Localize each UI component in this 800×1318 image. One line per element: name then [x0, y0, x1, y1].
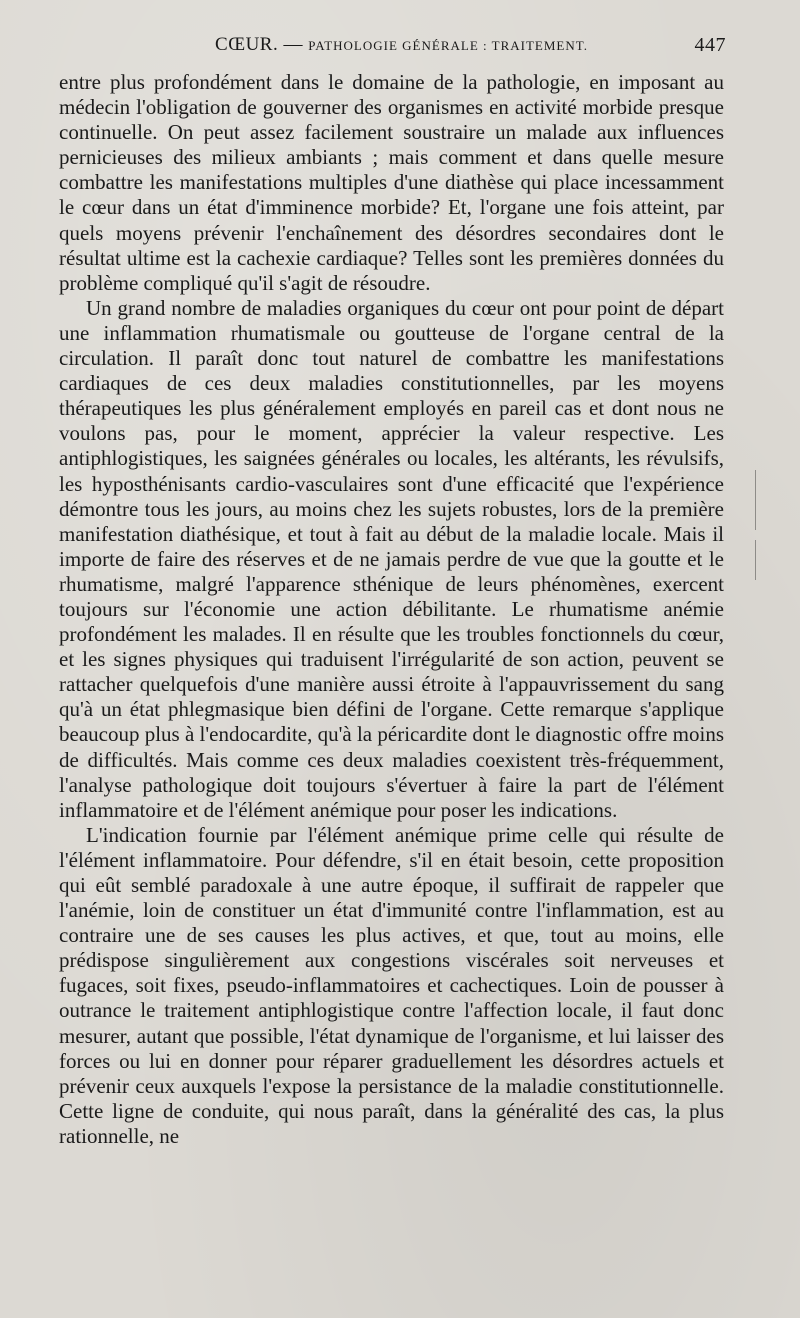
body-text: [59, 70, 724, 1149]
running-head-subtitle: PATHOLOGIE GÉNÉRALE : TRAITEMENT.: [308, 38, 588, 53]
running-head-title: [215, 34, 588, 56]
paragraph-3: L'indication fournie par l'élément anémique prime celle qui résulte de l'élément inflammatoire. Pour défendre, s'il en était besoin, cette proposition qui eût semblé paradoxale à une autre époque, il suffirait de rappeler que l'anémie, loin de constituer un état d'immunité contre l'inflammation, est au contraire une de ses causes les plus actives, et que, tout au moins, elle prédispose singulièrement aux congestions viscérales soit nerveuses et fugaces, soit fixes, pseudo-inflammatoires et cachectiques. Loin de pousser à outrance le traitement antiphlogistique contre l'affection locale, il faut donc mesurer, autant que possible, l'état dynamique de l'organisme, et lui laisser des forces ou lui en donner pour réparer graduellement les désordres actuels et prévenir ceux auxquels l'expose la persistance de la maladie constitutionnelle. Cette ligne de conduite, qui nous paraît, dans la généralité des cas, la plus rationnelle, ne: [59, 822, 724, 1148]
page-number: 447: [694, 34, 726, 56]
paragraph-2: Un grand nombre de maladies organiques du cœur ont pour point de départ une inflammation rhumatismale ou goutteuse de l'organe central de la circulation. Il paraît donc tout naturel de combattre les manifestations cardiaques de ces deux maladies constitutionnelles, par les moyens thérapeutiques les plus généralement employés en pareil cas et dont nous ne voulons pas, pour le moment, apprécier la valeur respective. Les antiphlogistiques, les saignées générales ou locales, les altérants, les révulsifs, les hyposthénisants cardio-vasculaires sont d'une efficacité que l'expérience démontre tous les jours, au moins chez les sujets robustes, lors de la première manifestation diathésique, et tout à fait au début de la maladie locale. Mais il importe de faire des réserves et de ne jamais perdre de vue que la goutte et le rhumatisme, malgré l'apparence sthénique de leurs phénomènes, exercent toujours sur l'économie une action débilitante. Le rhumatisme anémie profondément les malades. Il en résulte que les troubles fonctionnels du cœur, et les signes physiques qui traduisent l'irrégularité de son action, peuvent se rattacher quelquefois d'une manière aussi étroite à l'appauvrissement du sang qu'à un état phlegmasique bien défini de l'organe. Cette remarque s'applique beaucoup plus à l'endocardite, qu'à la péricardite dont le diagnostic offre moins de difficultés. Mais comme ces deux maladies coexistent très-fréquemment, l'analyse pathologique doit toujours s'évertuer à faire la part de l'élément inflammatoire et de l'élément anémique pour poser les indications.: [59, 295, 724, 822]
paragraph-1: entre plus profondément dans le domaine de la pathologie, en imposant au médecin l'obligation de gouverner des organismes en activité morbide presque continuelle. On peut assez facilement soustraire un malade aux influences pernicieuses des milieux ambiants ; mais comment et dans quelle mesure combattre les manifestations multiples d'une diathèse qui place incessamment le cœur dans un état d'imminence morbide? Et, l'organe une fois atteint, par quels moyens prévenir l'enchaînement des désordres secondaires dont le résultat ultime est la cachexie cardiaque? Telles sont les premières données du problème compliqué qu'il s'agit de résoudre.: [59, 70, 724, 295]
running-head-main: CŒUR.: [215, 34, 279, 55]
running-head: [59, 34, 724, 64]
margin-mark: [755, 540, 756, 580]
running-head-separator: —: [278, 34, 309, 55]
margin-mark: [755, 470, 756, 530]
